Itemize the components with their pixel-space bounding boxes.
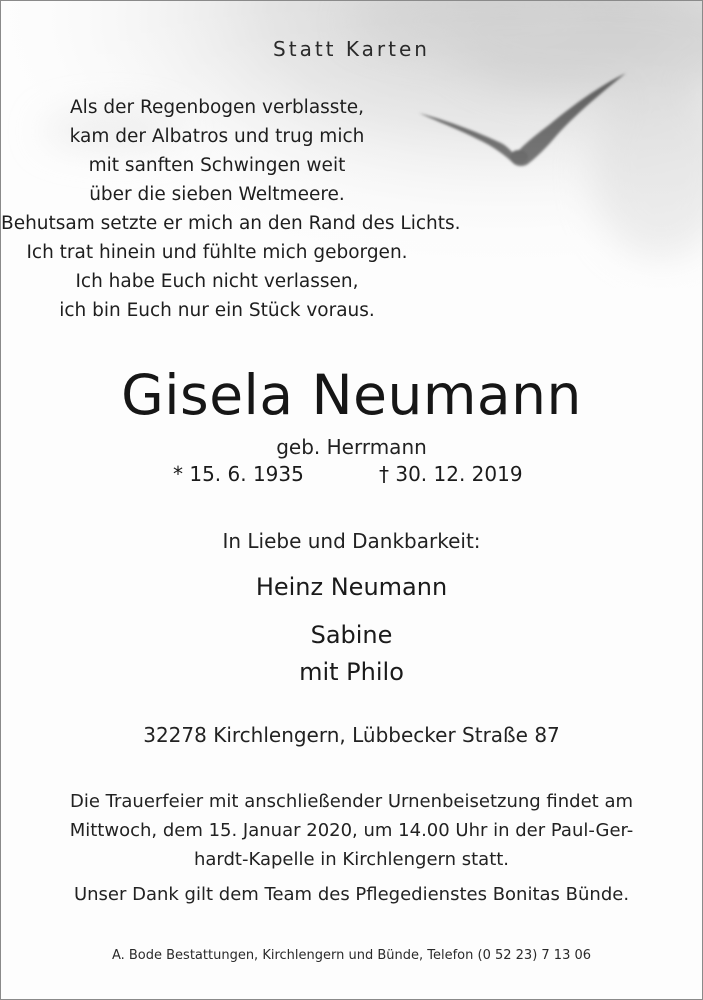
poem-line: Als der Regenbogen verblasste, xyxy=(70,97,364,118)
header-title: Statt Karten xyxy=(273,37,430,61)
poem xyxy=(1,93,461,325)
poem-line: Ich habe Euch nicht verlassen, xyxy=(75,271,359,292)
poem-line: Behutsam setzte er mich an den Rand des Lichts. xyxy=(1,213,461,234)
deceased-name: Gisela Neumann xyxy=(121,363,582,427)
poem-line: über die sieben Weltmeere. xyxy=(89,184,345,205)
poem-line: kam der Albatros und trug mich xyxy=(69,126,365,147)
death-date: † 30. 12. 2019 xyxy=(379,462,523,486)
poem-line: mit sanften Schwingen weit xyxy=(88,155,346,176)
mourner-name: Sabine xyxy=(310,621,393,649)
thanks-note: Unser Dank gilt dem Team des Pflegedienstes Bonitas Bünde. xyxy=(73,884,630,905)
address: 32278 Kirchlengern, Lübbecker Straße 87 xyxy=(143,723,560,747)
poem-line: Ich trat hinein und fühlte mich geborgen. xyxy=(26,242,408,263)
funeral-home-footer: A. Bode Bestattungen, Kirchlengern und Bünde, Telefon (0 52 23) 7 13 06 xyxy=(111,948,592,963)
ceremony-info xyxy=(1,787,702,874)
ceremony-line: Die Trauerfeier mit anschließender Urnenbeisetzung findet am xyxy=(69,791,634,812)
mourner-name: mit Philo xyxy=(299,658,404,686)
birth-date: * 15. 6. 1935 xyxy=(173,462,304,486)
poem-line: ich bin Euch nur ein Stück voraus. xyxy=(59,300,375,321)
mourners-intro: In Liebe und Dankbarkeit: xyxy=(222,529,481,553)
mourner-name: Heinz Neumann xyxy=(255,573,448,601)
ceremony-line: hardt-Kapelle in Kirchlengern statt. xyxy=(193,849,510,870)
ceremony-line: Mittwoch, dem 15. Januar 2020, um 14.00 Uhr in der Paul-Ger- xyxy=(69,820,634,841)
birth-name: geb. Herrmann xyxy=(276,435,427,459)
